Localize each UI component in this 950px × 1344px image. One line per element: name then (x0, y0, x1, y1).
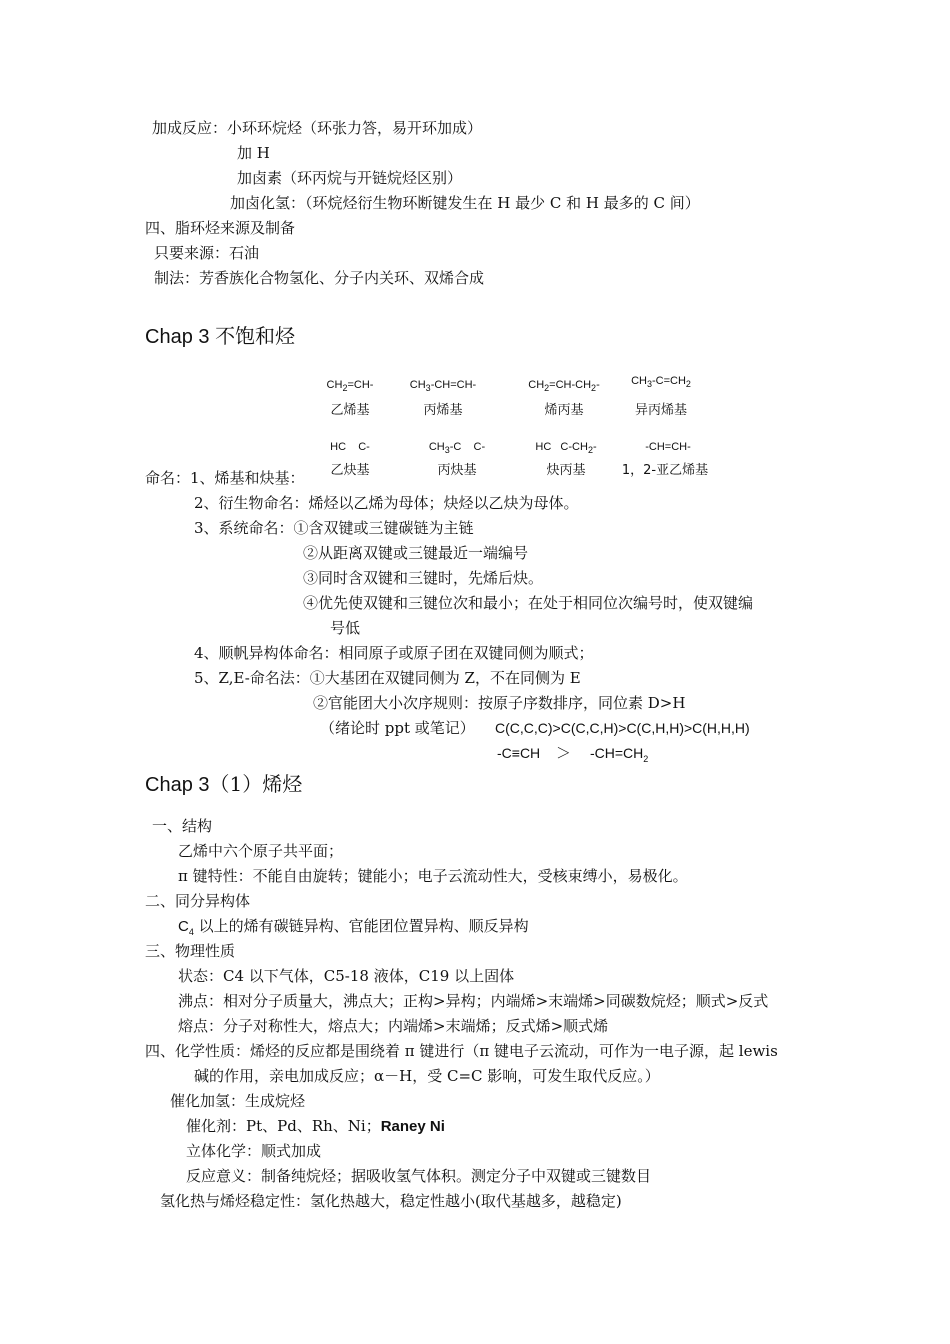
priority-ethynyl: -C≡CH (497, 745, 541, 761)
formula-propargyl: HC $C-CH_2-$ (535, 441, 597, 456)
naming-3b: ②从距离双键或三键最近一端编号 (303, 544, 529, 562)
structure-2: π 键特性：不能自由旋转；键能小；电子云流动性大，受核束缚小，易极化。 (178, 867, 688, 885)
label-propynyl: 丙炔基 (437, 463, 477, 478)
label-ethynyl: 乙炔基 (330, 463, 370, 478)
label-isopropenyl: 异丙烯基 (634, 403, 687, 418)
catalyst-raney-ni: Raney Ni (380, 1118, 445, 1135)
naming-1: 命名：1、烯基和炔基： (145, 469, 305, 487)
physical-melting: 熔点：分子对称性大，熔点大；内端烯>末端烯；反式烯>顺式烯 (178, 1017, 609, 1035)
reaction-significance-line: 反应意义：制备纯烷烃；据吸收氢气体积。测定分子中双键或三键数目 (186, 1167, 652, 1185)
label-propargyl: 炔丙基 (546, 463, 586, 478)
label-allyl: 烯丙基 (544, 403, 584, 418)
formula-vinyl: $CH_2=CH-$ (326, 379, 374, 394)
naming-4: 4、顺帆异构体命名：相同原子或原子团在双键同侧为顺式； (194, 644, 594, 662)
naming-5b: ②官能团大小次序规则：按原子序数排序，同位素 D>H (313, 694, 686, 712)
stereochemistry-line: 立体化学：顺式加成 (186, 1142, 322, 1160)
formula-vinylene: -CH=CH- (645, 441, 691, 453)
label-vinyl: 乙烯基 (330, 403, 370, 418)
naming-3e: 号低 (330, 619, 361, 637)
hydrogenation-heat-line: 氢化热与烯烃稳定性：氢化热越大，稳定性越小(取代基越多，越稳定) (160, 1192, 622, 1210)
chapter-1-title (145, 771, 302, 798)
naming-3d: ④优先使双键和三键位次和最小；在处于相同位次编号时，使双键编 (303, 594, 754, 612)
formula-isopropenyl: $CH_3-C=CH_2$ (631, 375, 691, 390)
naming-5c-note: （绪论时 ppt 或笔记） (320, 719, 475, 737)
physical-state: 状态：C4 以下气体，C5-18 液体，C19 以上固体 (178, 967, 515, 985)
chapter-title (145, 323, 295, 350)
formula-propenyl: $CH_3-CH=CH-$ (409, 379, 477, 394)
label-vinylene: 1，2-亚乙烯基 (621, 463, 709, 478)
catalytic-hydrogenation: 催化加氢：生成烷烃 (170, 1092, 306, 1110)
add-halogen-line: 加卤素（环丙烷与开链烷烃区别） (237, 169, 463, 187)
isomer-1: $C_4$ 以上的烯有碳链异构、官能团位置异构、顺反异构 (178, 917, 529, 937)
naming-3: 3、系统命名：①含双键或三键碳链为主链 (194, 519, 474, 537)
physical-heading: 三、物理性质 (145, 942, 236, 960)
formula-ethynyl: HC C- (330, 441, 370, 453)
formula-allyl: $CH_2=CH-CH_2-$ (528, 379, 600, 394)
catalyst-line (186, 1116, 445, 1137)
priority-vinyl: $-CH=CH_2$ (590, 745, 649, 764)
chemical-heading: 四、化学性质：烯烃的反应都是围绕着 π 键进行（π 键电子云流动，可作为一电子源，起 lewis (145, 1042, 778, 1060)
add-hydrogen-halide-line: 加卤化氢：（环烷烃衍生物环断键发生在 H 最少 C 和 H 最多的 C 间） (230, 194, 700, 212)
naming-3c: ③同时含双键和三键时，先烯后炔。 (303, 569, 544, 587)
structure-heading: 一、结构 (152, 817, 213, 835)
chemical-continued: 碱的作用，亲电加成反应；α－H，受 C=C 影响，可发生取代反应。） (194, 1067, 660, 1085)
chapter-1-title-cn: （1）烯烃 (209, 772, 303, 796)
method-line: 制法：芳香族化合物氢化、分子内关环、双烯合成 (154, 269, 485, 287)
label-propenyl: 丙烯基 (423, 403, 463, 418)
chapter-title-cn: 不饱和烃 (215, 324, 296, 348)
source-line: 只要来源：石油 (154, 244, 260, 262)
section-heading-source: 四、脂环烃来源及制备 (145, 219, 296, 237)
priority-greater-sign: ＞ (556, 744, 572, 762)
chapter-title-en: Chap 3 (145, 326, 210, 348)
catalyst-prefix: 催化剂：Pt、Pd、Rh、Ni； (186, 1117, 381, 1135)
chapter-1-title-en: Chap 3 (145, 774, 210, 796)
naming-5: 5、Z,E-命名法：①大基团在双键同侧为 Z，不在同侧为 E (194, 669, 581, 687)
addition-reaction-line: 加成反应：小环环烷烃（环张力答，易开环加成） (152, 119, 483, 137)
naming-2: 2、衍生物命名：烯烃以乙烯为母体；炔烃以乙炔为母体。 (194, 494, 579, 512)
isomer-heading: 二、同分异构体 (145, 892, 251, 910)
physical-boiling: 沸点：相对分子质量大，沸点大；正构>异构；内端烯>末端烯>同碳数烷烃；顺式>反式 (178, 992, 769, 1010)
add-h-line: 加 H (237, 144, 270, 162)
formula-propynyl: $CH_3-C$ C- (428, 441, 486, 456)
priority-formula: C(C,C,C)>C(C,C,H)>C(C,H,H)>C(H,H,H) (495, 720, 750, 736)
structure-1: 乙烯中六个原子共平面； (178, 842, 344, 860)
